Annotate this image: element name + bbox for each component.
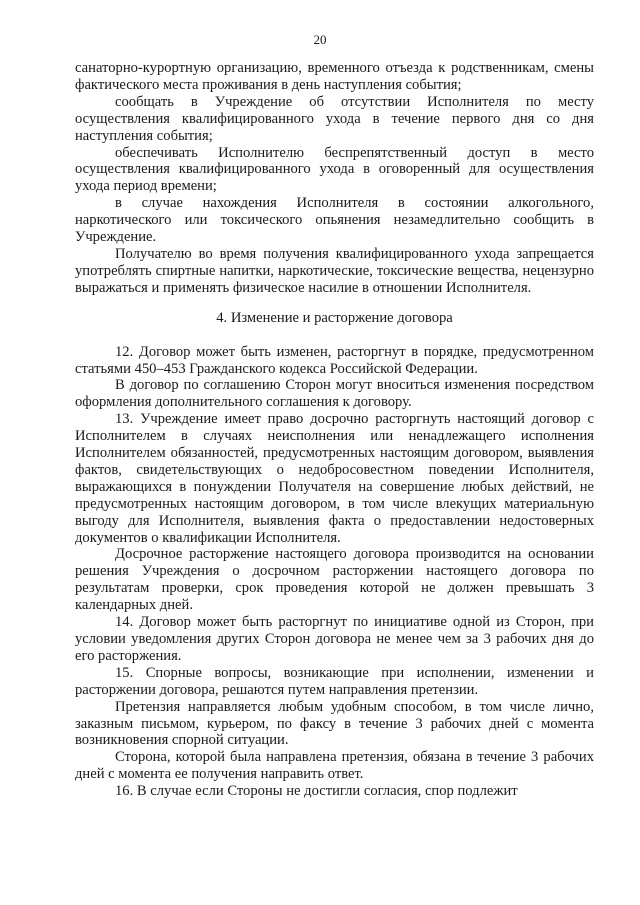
paragraph-intoxication: в случае нахождения Исполнителя в состоянии алкогольного, наркотического или токсического опьянения незамедлительно сообщить в Учреждение. (75, 195, 594, 246)
clause-16: 16. В случае если Стороны не достигли согласия, спор подлежит (115, 783, 518, 800)
paragraph-provide-access: обеспечивать Исполнителю беспрепятственный доступ в место осуществления квалифицированного ухода в оговоренный для осуществления ухода период времени; (75, 144, 594, 195)
clause-12: 12. Договор может быть изменен, расторгнут в порядке, предусмотренном статьями 450–453 Гражданского кодекса Российской Федерации. (75, 343, 594, 377)
page-number: 20 (313, 32, 327, 47)
clause-13: 13. Учреждение имеет право досрочно расторгнуть настоящий договор с Исполнителем в случаях неисполнения или ненадлежащего исполнения Исполнителем обязанностей, предусмотренных настоящим договором, выявления фактов, свидетельствующих о недобросовестном поведении Исполнителя, выражающихся в понуждении Получателя на совершение любых действий, не предусмотренных настоящим договором, в том числе влекущих материальную выгоду для Исполнителя, выявления факта о предоставлении недостоверных документов о квалификации Исполнителя. (75, 411, 594, 546)
clause-13-early-termination: Досрочное расторжение настоящего договора производится на основании решения Учреждения о досрочном расторжении настоящего договора по результатам проверки, срок проведения которой не должен превышать 3 календарных дней. (75, 546, 594, 614)
paragraph-notify-absence: сообщать в Учреждение об отсутствии Исполнителя по месту осуществления квалифицированного ухода в течение первого дня со дня наступления события; (75, 93, 594, 144)
document-body (75, 60, 594, 800)
clause-15-response: Сторона, которой была направлена претензия, обязана в течение 3 рабочих дней с момента ее получения направить ответ. (75, 749, 594, 783)
clause-14: 14. Договор может быть расторгнут по инициативе одной из Сторон, при условии уведомления других Сторон договора не менее чем за 3 рабочих дня до его расторжения. (75, 614, 594, 664)
clause-12-amendments: В договор по соглашению Сторон могут вноситься изменения посредством оформления дополнительного соглашения к договору. (75, 377, 594, 411)
section-heading: 4. Изменение и расторжение договора (216, 309, 453, 326)
paragraph-continuation: санаторно-курортную организацию, временного отъезда к родственникам, смены фактического места проживания в день наступления события; (75, 60, 594, 93)
clause-15-claim: Претензия направляется любым удобным способом, в том числе лично, заказным письмом, курьером, по факсу в течение 3 рабочих дней с момента возникновения спорной ситуации. (75, 698, 594, 749)
clause-15: 15. Спорные вопросы, возникающие при исполнении, изменении и расторжении договора, решаются путем направления претензии. (75, 664, 594, 698)
paragraph-prohibitions: Получателю во время получения квалифицированного ухода запрещается употреблять спиртные напитки, наркотические, токсические вещества, нецензурно выражаться и применять физическое насилие в отношении Исполнителя. (75, 245, 594, 296)
